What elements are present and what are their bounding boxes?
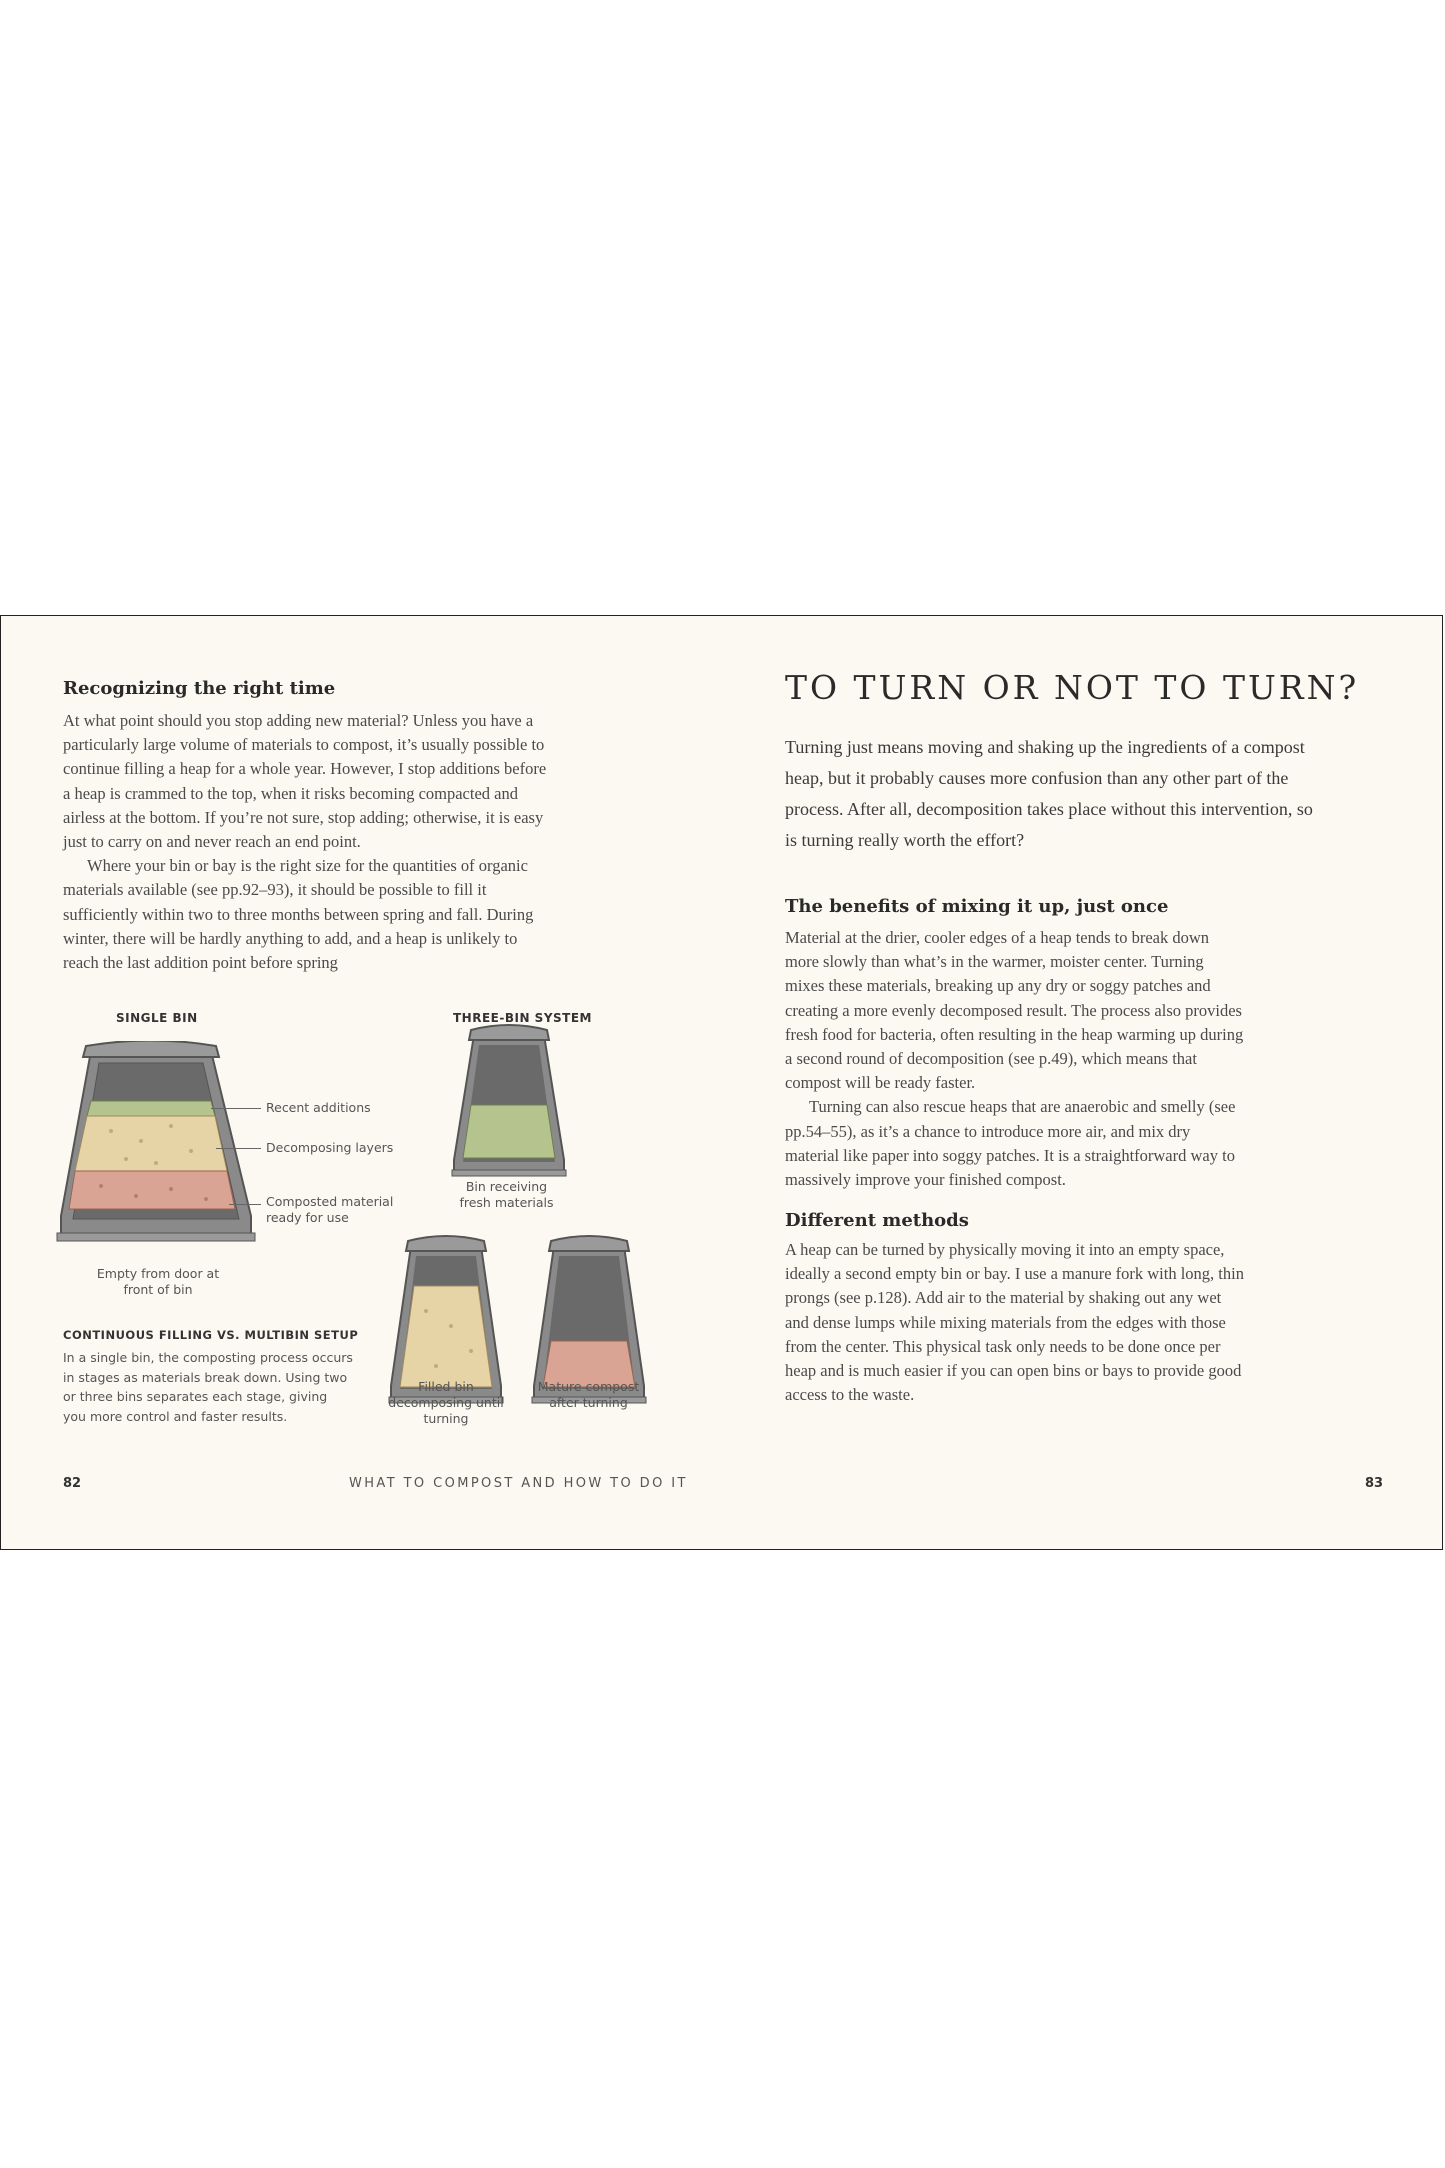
- intro-paragraph: Turning just means moving and shaking up the ingredients of a compost heap, but it probably causes more confusion than any other part of the process. After all, decomposition takes place without this intervention, so is turning really worth the effort?: [785, 737, 1313, 850]
- running-title: WHAT TO COMPOST AND HOW TO DO IT: [349, 1476, 688, 1491]
- three-bin-title: THREE-BIN SYSTEM: [453, 1011, 592, 1025]
- left-paragraph-2: Where your bin or bay is the right size for the quantities of organic materials available (see pp.92–93), it should be possible to fill it sufficiently within two to three months between spring and fall. During winter, there will be hardly anything to add, and a heap is unlikely to reach the last addition point before spring: [63, 856, 534, 973]
- page-number-left: 82: [63, 1476, 82, 1491]
- section2-body: [785, 1238, 1245, 1407]
- label-recent-additions: Recent additions: [266, 1100, 371, 1115]
- label-composted-material: Composted material ready for use: [266, 1194, 394, 1225]
- section1-heading: The benefits of mixing it up, just once: [785, 896, 1169, 917]
- section2-paragraph-1: A heap can be turned by physically moving it into an empty space, ideally a second empty bin or bay. I use a manure fork with long, thin prongs (see p.128). Add air to the material by shaking out any wet and dense lumps while mixing materials from the edges with those from the center. This physical task only needs to be done once per heap and is much easier if you can open bins or bays to provide good access to the waste.: [785, 1240, 1244, 1405]
- label-mature-bin: Mature compost after turning: [537, 1379, 640, 1410]
- leader-decomposing: [216, 1148, 261, 1149]
- label-decomposing-layers: Decomposing layers: [266, 1140, 394, 1155]
- note-title: CONTINUOUS FILLING VS. MULTIBIN SETUP: [63, 1328, 359, 1342]
- receiving-bin-illustration: [449, 1000, 569, 1190]
- section1-paragraph-1: Material at the drier, cooler edges of a heap tends to break down more slowly than what’s in the warmer, moister center. Turning mixes these materials, breaking up any dry or soggy patches and creating a more evenly decomposed result. The process also provides fresh food for bacteria, often resulting in the heap warming up during a second round of decomposition (see p.49), which means that compost will be ready faster.: [785, 928, 1244, 1093]
- page-title: TO TURN OR NOT TO TURN?: [785, 668, 1360, 707]
- section1-body: [785, 926, 1245, 1192]
- book-spread: [0, 615, 1443, 1550]
- leader-recent: [211, 1108, 261, 1109]
- left-heading: Recognizing the right time: [63, 678, 336, 699]
- label-empty-door: Empty from door at front of bin: [96, 1266, 220, 1297]
- leader-composted: [229, 1204, 261, 1205]
- page-number-right: 83: [1365, 1476, 1384, 1491]
- label-receiving-bin: Bin receiving fresh materials: [459, 1179, 554, 1210]
- note-text: In a single bin, the composting process occurs in stages as materials break down. Using two or three bins separates each stage, giving you more control and faster results.: [63, 1350, 353, 1424]
- label-filled-bin: Filled bin decomposing until turning: [388, 1379, 504, 1426]
- section2-heading: Different methods: [785, 1210, 969, 1231]
- section1-paragraph-2: Turning can also rescue heaps that are anaerobic and smelly (see pp.54–55), as it’s a chance to introduce more air, and mix dry material like paper into soggy patches. It is a straightforward way to massively improve your finished compost.: [785, 1097, 1236, 1190]
- left-body: [63, 709, 548, 975]
- single-bin-title: SINGLE BIN: [116, 1011, 198, 1025]
- left-paragraph-1: At what point should you stop adding new material? Unless you have a particularly large volume of materials to compost, it’s usually possible to continue filling a heap for a whole year. However, I stop additions before a heap is crammed to the top, when it risks becoming compacted and airless at the bottom. If you’re not sure, stop adding; otherwise, it is easy just to carry on and never reach an end point.: [63, 711, 547, 852]
